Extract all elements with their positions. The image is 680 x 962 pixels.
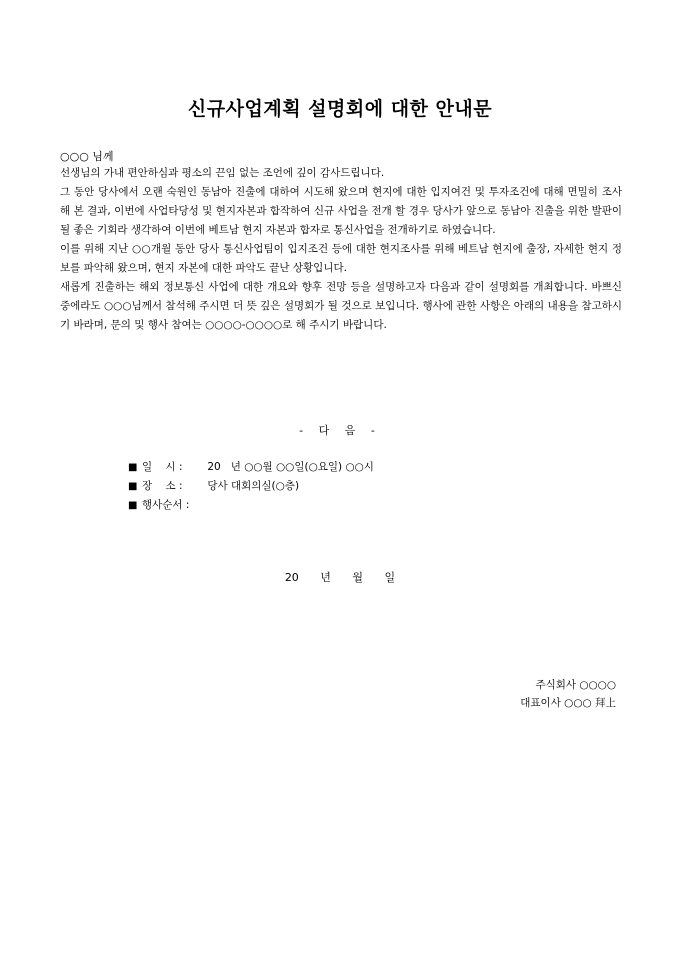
detail-label: 장 소 : [142, 480, 183, 492]
detail-location [128, 477, 374, 496]
detail-value: 당사 대회의실(○층) [207, 480, 300, 492]
paragraph-background: 그 동안 당사에서 오랜 숙원인 동남아 진출에 대하여 시도해 왔으며 현지에 대한 입지여건 및 투자조건에 대해 면밀히 조사해 본 결과, 이번에 사업타당성 및 현지자본과 합작하여 신규 사업을 전개 할 경우 당사가 앞으로 동남아 진출을 위한 발판이 될 좋은 기회라 생각하여 이번에 베트남 현지 자본과 합자로 통신사업을 전개하기로 하였습니다. [60, 186, 622, 236]
detail-value: 20 년 ○○월 ○○일(○요일) ○○시 [207, 461, 374, 473]
document-date: 20 년 월 일 [284, 571, 396, 584]
letter-body [60, 164, 622, 335]
detail-label: 일 시 : [142, 461, 183, 473]
detail-label: 행사순서 : [142, 499, 190, 511]
square-bullet-icon: ■ [128, 481, 138, 492]
ceo-signature: 대표이사 ○○○ 拜上 [520, 697, 616, 709]
event-details [128, 458, 374, 515]
detail-program [128, 496, 374, 515]
company-name: 주식회사 ○○○○ [535, 679, 616, 691]
square-bullet-icon: ■ [128, 500, 138, 511]
recipient: ○○○ 님께 [60, 150, 114, 163]
detail-datetime [128, 458, 374, 477]
paragraph-research: 이를 위해 지난 ○○개월 동안 당사 통신사업팀이 입지조건 등에 대한 현지조사를 위해 베트남 현지에 출장, 자세한 현지 정보를 파악해 왔으며, 현지 자본에 대한 파악도 끝난 상황입니다. [60, 243, 622, 274]
signature-block [520, 676, 616, 712]
section-heading-dauem: - 다 음 - [299, 424, 381, 437]
square-bullet-icon: ■ [128, 462, 138, 473]
paragraph-greeting: 선생님의 가내 편안하심과 평소의 끈임 없는 조언에 깊이 감사드립니다. [60, 167, 385, 179]
document-title: 신규사업계획 설명회에 대한 안내문 [187, 98, 493, 120]
paragraph-invitation: 새롭게 진출하는 해외 정보통신 사업에 대한 개요와 향후 전망 등을 설명하고자 다음과 같이 설명회를 개최합니다. 바쁘신 중에라도 ○○○님께서 참석해 주시면 더 뜻 깊은 설명회가 될 것으로 보입니다. 행사에 관한 사항은 아래의 내용을 참고하시기 바라며, 문의 및 행사 참여는 ○○○○-○○○○로 해 주시기 바랍니다. [60, 281, 622, 331]
